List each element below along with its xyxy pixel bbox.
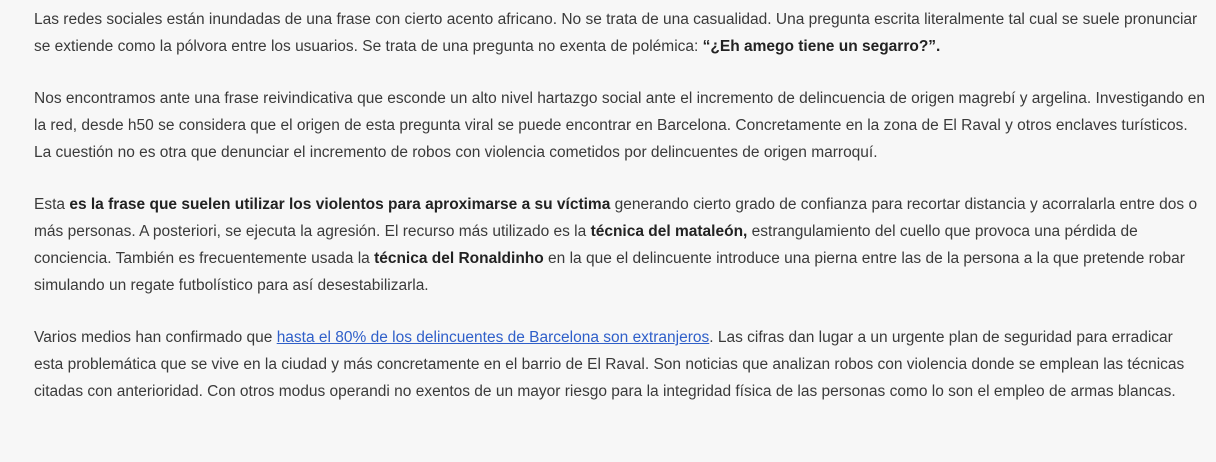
paragraph-2-text: Nos encontramos ante una frase reivindicativa que esconde un alto nivel hartazgo social ante el incremento de delincuencia de origen magrebí y argelina. Investigando en la red, desde h50 se considera que el origen de esta pregunta viral se puede encontrar en Barcelona. Concretamente en la zona de El Raval y otros enclaves turísticos. La cuestión no es otra que denunciar el incremento de robos con violencia cometidos por delincuentes de origen marroquí.	[34, 90, 1205, 161]
paragraph-3-text-2: generando cierto grado de confianza para recortar distancia y acorralarla entre dos o más personas. A posteriori, se ejecuta la agresión. El recurso más utilizado es la	[34, 196, 1198, 240]
paragraph-3-text-4: en la que el delincuente introduce una pierna entre las de la persona a la que pretende robar simulando un regate futbolístico para así desestabilizarla.	[34, 250, 1185, 294]
paragraph-3-text-1: Esta	[34, 196, 70, 213]
paragraph-3	[34, 191, 1206, 299]
paragraph-3-bold-2: técnica del mataleón,	[590, 223, 748, 240]
paragraph-4-text-1: Varios medios han confirmado que	[34, 329, 277, 346]
article-body	[34, 6, 1206, 405]
paragraph-4-text-2: . Las cifras dan lugar a un urgente plan de seguridad para erradicar esta problemática que se vive en la ciudad y más concretamente en el barrio de El Raval. Son noticias que analizan robos con violencia donde se emplean las técnicas citadas con anterioridad. Con otros modus operandi no exentos de un mayor riesgo para la integridad física de las personas como lo son el empleo de armas blancas.	[34, 329, 1185, 400]
paragraph-4	[34, 324, 1206, 405]
paragraph-3-text-3: estrangulamiento del cuello que provoca una pérdida de conciencia. También es frecuentemente usada la	[34, 223, 1138, 267]
paragraph-3-bold-3: técnica del Ronaldinho	[374, 250, 544, 267]
viral-phrase: “¿Eh amego tiene un segarro?”.	[702, 38, 941, 55]
paragraph-1-text: Las redes sociales están inundadas de una frase con cierto acento africano. No se trata de una casualidad. Una pregunta escrita literalmente tal cual se suele pronunciar se extiende como la pólvora entre los usuarios. Se trata de una pregunta no exenta de polémica:	[34, 11, 1198, 55]
statistics-link[interactable]: hasta el 80% de los delincuentes de Barcelona son extranjeros	[276, 329, 710, 346]
paragraph-2	[34, 85, 1206, 166]
paragraph-3-bold-1: es la frase que suelen utilizar los violentos para aproximarse a su víctima	[69, 196, 611, 213]
paragraph-1	[34, 6, 1206, 60]
